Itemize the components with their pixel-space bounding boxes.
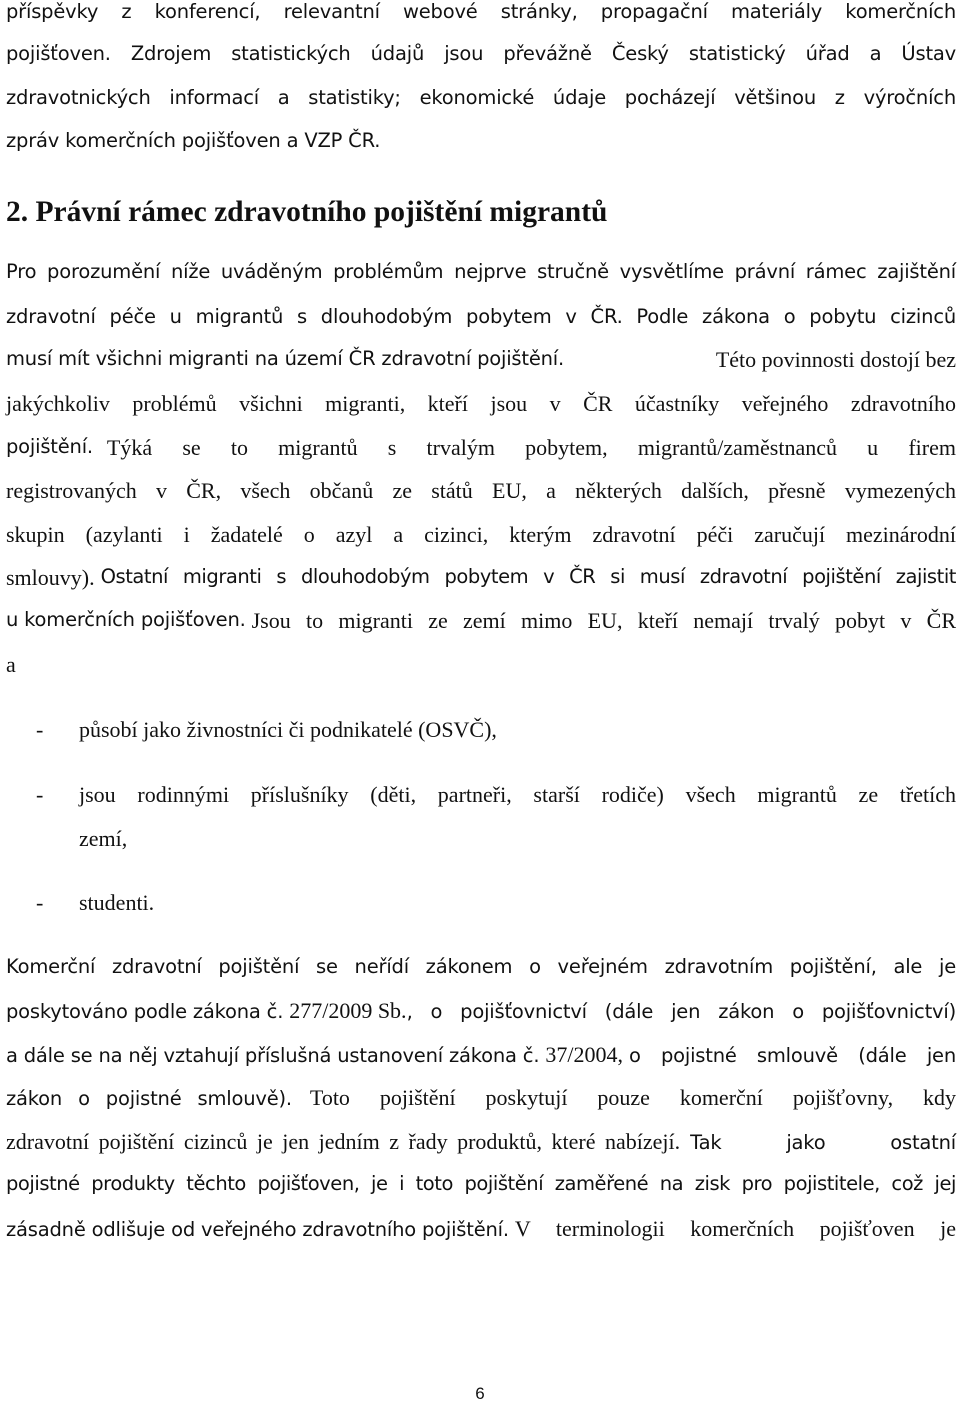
bullet-item-2-line-1: jsou rodinnými příslušníky (děti, partneři, starší rodiče) všech migrantů ze třetích xyxy=(79,782,956,807)
p2-line-4 xyxy=(6,1085,956,1111)
bullet-marker-1: - xyxy=(36,717,44,742)
section-heading: 2. Právní rámec zdravotního pojištění migrantů xyxy=(6,196,608,228)
p2-line-3-sans-head: a dále se na něj vztahují příslušná ustanovení zákona č. xyxy=(6,1044,540,1067)
p1-line-2: zdravotní péče u migrantů s dlouhodobým pobytem v ČR. Podle zákona o pobytu cizinců xyxy=(6,305,956,328)
intro-line-2: pojišťoven. Zdrojem statistických údajů jsou převážně Český statistický úřad a Ústav xyxy=(6,42,956,65)
p2-line-2 xyxy=(6,998,956,1024)
p2-line-5-serif: zdravotní pojištění cizinců je jen jedním z řady produktů, které nabízejí. xyxy=(6,1129,681,1154)
p2-line-4-sans: zákon o pojistné smlouvě). xyxy=(6,1087,292,1110)
p1-line-5-serif: Týká se to migrantů s trvalým pobytem, migrantů/zaměstnanců u firem xyxy=(106,435,956,460)
p1-line-8 xyxy=(6,565,956,591)
bullet-marker-2: - xyxy=(36,782,44,807)
p1-line-1: Pro porozumění níže uváděným problémům nejprve stručně vysvětlíme právní rámec zajištění xyxy=(6,260,956,283)
bullet-item-1: působí jako živnostníci či podnikatelé (OSVČ), xyxy=(79,717,497,742)
p1-line-9 xyxy=(6,608,956,634)
p2-line-7-serif: V terminologii komerčních pojišťoven je xyxy=(514,1216,956,1241)
p2-line-3-serif: 37/2004, xyxy=(545,1042,623,1067)
p2-line-5 xyxy=(6,1129,956,1155)
intro-line-1: příspěvky z konferencí, relevantní webové stránky, propagační materiály komerčních xyxy=(6,0,956,23)
p1-line-10: a xyxy=(6,652,16,677)
p2-line-4-serif: Toto pojištění poskytují pouze komerční pojišťovny, kdy xyxy=(309,1085,956,1110)
p1-line-6: registrovaných v ČR, všech občanů ze států EU, a některých dalších, přesně vymezených xyxy=(6,478,956,503)
p2-line-7 xyxy=(6,1216,956,1242)
p1-line-3-sans: musí mít všichni migranti na území ČR zdravotní pojištění. xyxy=(6,347,565,370)
p1-line-3 xyxy=(6,347,956,373)
p1-line-8-serif: smlouvy). xyxy=(6,565,95,590)
bullet-item-3: studenti. xyxy=(79,890,155,915)
p1-line-9-serif: Jsou to migranti ze zemí mimo EU, kteří nemají trvalý pobyt v ČR xyxy=(251,608,956,633)
p2-line-2-sans-head: poskytováno podle zákona č. xyxy=(6,1000,284,1023)
p1-line-4: jakýchkoliv problémů všichni migranti, kteří jsou v ČR účastníky veřejného zdravotního xyxy=(6,391,956,416)
p1-line-5-sans: pojištění. xyxy=(6,435,93,458)
p2-line-2-serif: 277/2009 Sb. xyxy=(289,998,407,1023)
p2-line-3-sans-tail: o pojistné smlouvě (dále jen xyxy=(628,1044,956,1067)
p2-line-6: pojistné produkty těchto pojišťoven, je i toto pojištění zaměřené na zisk pro pojistitele, což jej xyxy=(6,1172,956,1195)
p2-line-1: Komerční zdravotní pojištění se neřídí zákonem o veřejném zdravotním pojištění, ale je xyxy=(6,955,956,978)
page-number: 6 xyxy=(475,1384,485,1403)
p1-line-7: skupin (azylanti i žadatelé o azyl a cizinci, kterým zdravotní péči zaručují mezinárodní xyxy=(6,522,956,547)
p1-line-8-sans: Ostatní migranti s dlouhodobým pobytem v ČR si musí zdravotní pojištění zajistit xyxy=(100,565,956,588)
p1-line-9-sans: u komerčních pojišťoven. xyxy=(6,608,246,631)
intro-line-4: zpráv komerčních pojišťoven a VZP ČR. xyxy=(6,129,381,152)
bullet-item-2-line-2: zemí, xyxy=(79,826,128,851)
p2-line-2-sans-tail: , o pojišťovnictví (dále jen zákon o pojišťovnictví) xyxy=(406,1000,956,1023)
intro-line-3: zdravotnických informací a statistiky; ekonomické údaje pocházejí většinou z výročních xyxy=(6,86,956,109)
p2-line-3 xyxy=(6,1042,956,1068)
p1-line-5 xyxy=(6,435,956,461)
bullet-marker-3: - xyxy=(36,890,44,915)
p1-line-3-serif: Této povinnosti dostojí bez xyxy=(715,347,956,372)
p2-line-7-sans: zásadně odlišuje od veřejného zdravotního pojištění. xyxy=(6,1218,509,1241)
p2-line-5-sans: Tak jako ostatní xyxy=(690,1131,956,1154)
